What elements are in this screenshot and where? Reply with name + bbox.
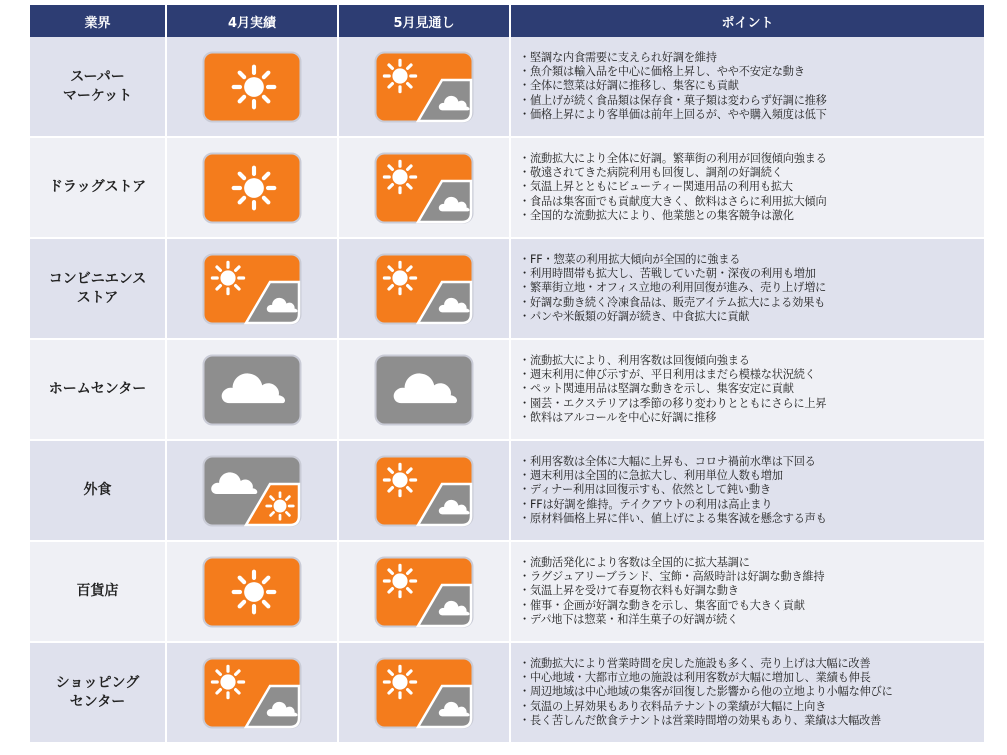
sunny-cloudy-weather-icon <box>374 253 474 325</box>
point-item: ・FF・惣菜の利用拡大傾向が全国的に強まる <box>519 252 741 266</box>
point-item: ・気温の上昇効果もあり衣料品テナントの業績が大幅に上向き <box>519 699 827 713</box>
points-cell <box>511 441 984 540</box>
point-item: ・周辺地域は中心地域の集客が回復した影響から他の立地より小幅な伸びに <box>519 685 893 699</box>
point-item: ・流動拡大により、利用客数は回復傾向強まる <box>519 353 750 367</box>
table-row <box>30 239 984 340</box>
point-item: ・魚介類は輸入品を中心に価格上昇し、やや不安定な動き <box>519 65 805 79</box>
point-item: ・価格上昇により客単価は前年上回るが、やや購入頻度は低下 <box>519 107 827 121</box>
point-item: ・気温上昇を受けて春夏物衣料も好調な動き <box>519 584 739 598</box>
point-item: ・飲料はアルコールを中心に好調に推移 <box>519 410 717 424</box>
sunny-cloudy-weather-icon <box>374 152 474 224</box>
table-row <box>30 441 984 542</box>
industry-name: ホームセンター <box>30 340 167 439</box>
table-row <box>30 37 984 138</box>
point-item: ・堅調な内食需要に支えられ好調を維持 <box>519 50 717 64</box>
april-forecast-cell <box>167 37 339 136</box>
point-item: ・流動拡大により全体に好調。繁華街の利用が回復傾向強まる <box>519 151 827 165</box>
header-may: 5月見通し <box>339 5 511 37</box>
table-body <box>30 37 984 744</box>
april-forecast-cell <box>167 239 339 338</box>
may-forecast-cell <box>339 37 511 136</box>
point-item: ・利用時間帯も拡大し、苦戦していた朝・深夜の利用も増加 <box>519 267 816 281</box>
header-points: ポイント <box>721 15 774 31</box>
point-item: ・催事・企画が好調な動きを示し、集客面でも大きく貢献 <box>519 598 805 612</box>
point-item: ・好調な動き続く冷凍食品は、販売アイテム拡大による効果も <box>519 295 826 309</box>
sunny-cloudy-weather-icon <box>374 455 474 527</box>
april-forecast-cell <box>167 340 339 439</box>
may-forecast-cell <box>339 441 511 540</box>
header-industry: 業界 <box>30 5 167 37</box>
industry-name: コンビニエンス ストア <box>30 239 167 338</box>
may-forecast-cell <box>339 239 511 338</box>
point-item: ・ラグジュアリーブランド、宝飾・高級時計は好調な動き維持 <box>519 570 825 584</box>
point-item: ・デパ地下は惣菜・和洋生菓子の好調が続く <box>519 612 739 626</box>
point-item: ・中心地域・大都市立地の施設は利用客数が大幅に増加し、業績も伸長 <box>519 671 871 685</box>
table-row <box>30 138 984 239</box>
points-cell <box>511 37 984 136</box>
sunny-cloudy-weather-icon <box>374 556 474 628</box>
april-forecast-cell <box>167 441 339 540</box>
sunny-cloudy-weather-icon <box>202 253 302 325</box>
points-cell <box>511 643 984 742</box>
forecast-table <box>30 5 984 744</box>
point-item: ・原材料価格上昇に伴い、値上げによる集客減を懸念する声も <box>519 511 827 525</box>
april-forecast-cell <box>167 643 339 742</box>
may-forecast-cell <box>339 643 511 742</box>
may-forecast-cell <box>339 138 511 237</box>
point-item: ・敬遠されてきた病院利用も回復し、調剤の好調続く <box>519 166 783 180</box>
sunny-cloudy-weather-icon <box>374 51 474 123</box>
point-item: ・流動拡大により営業時間を戻した施設も多く、売り上げは大幅に改善 <box>519 656 871 670</box>
april-forecast-cell <box>167 138 339 237</box>
sunny-weather-icon <box>202 51 302 123</box>
point-item: ・週末利用に伸び示すが、平日利用はまだら模様な状況続く <box>519 368 816 382</box>
header-april: 4月実績 <box>167 5 339 37</box>
sunny-cloudy-weather-icon <box>374 657 474 729</box>
point-item: ・食品は集客面でも貢献度大きく、飲料はさらに利用拡大傾向 <box>519 194 827 208</box>
point-item: ・ディナー利用は回復示すも、依然として鈍い動き <box>519 483 771 497</box>
table-header <box>30 5 984 37</box>
point-item: ・FFは好調を維持。テイクアウトの利用は高止まり <box>519 497 773 511</box>
point-item: ・全体に惣菜は好調に推移し、集客にも貢献 <box>519 79 739 93</box>
april-forecast-cell <box>167 542 339 641</box>
industry-name: ショッピング センター <box>30 643 167 742</box>
cloudy-sunny-weather-icon <box>202 455 302 527</box>
may-forecast-cell <box>339 340 511 439</box>
point-item: ・流動活発化により客数は全国的に拡大基調に <box>519 555 750 569</box>
point-item: ・気温上昇とともにビューティー関連用品の利用も拡大 <box>519 180 793 194</box>
point-item: ・利用客数は全体に大幅に上昇も、コロナ禍前水準は下回る <box>519 454 816 468</box>
sunny-cloudy-weather-icon <box>202 657 302 729</box>
points-cell <box>511 542 984 641</box>
point-item: ・長く苦しんだ飲食テナントは営業時間増の効果もあり、業績は大幅改善 <box>519 713 882 727</box>
point-item: ・値上げが続く食品類は保存食・菓子類は変わらず好調に推移 <box>519 93 827 107</box>
points-cell <box>511 138 984 237</box>
sunny-weather-icon <box>202 152 302 224</box>
point-item: ・繁華街立地・オフィス立地の利用回復が進み、売り上げ増に <box>519 281 827 295</box>
industry-name: 外食 <box>30 441 167 540</box>
cloudy-weather-icon <box>202 354 302 426</box>
point-item: ・園芸・エクステリアは季節の移り変わりとともにさらに上昇 <box>519 396 827 410</box>
points-cell <box>511 340 984 439</box>
industry-name: 百貨店 <box>30 542 167 641</box>
point-item: ・ペット関連用品は堅調な動きを示し、集客安定に貢献 <box>519 382 794 396</box>
point-item: ・全国的な流動拡大により、他業態との集客競争は激化 <box>519 208 794 222</box>
cloudy-weather-icon <box>374 354 474 426</box>
industry-name: ドラッグストア <box>30 138 167 237</box>
industry-name: スーパー マーケット <box>30 37 167 136</box>
table-row <box>30 643 984 744</box>
sunny-weather-icon <box>202 556 302 628</box>
point-item: ・週末利用は全国的に急拡大し、利用単位人数も増加 <box>519 469 783 483</box>
may-forecast-cell <box>339 542 511 641</box>
points-cell <box>511 239 984 338</box>
table-row <box>30 542 984 643</box>
point-item: ・パンや米飯類の好調が続き、中食拡大に貢献 <box>519 309 750 323</box>
table-row <box>30 340 984 441</box>
